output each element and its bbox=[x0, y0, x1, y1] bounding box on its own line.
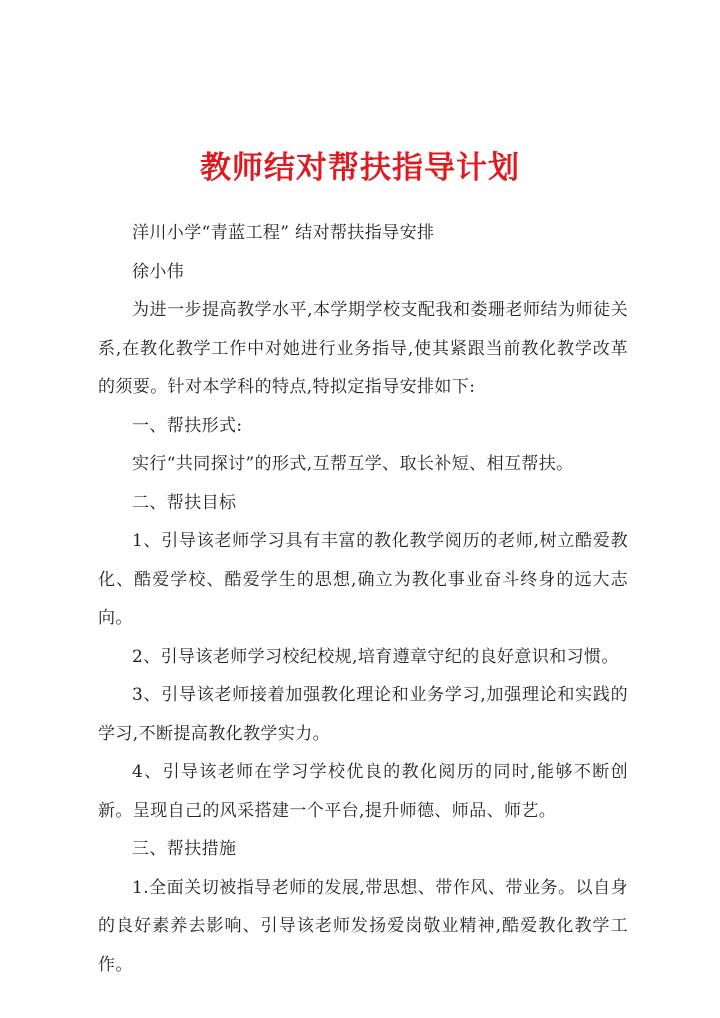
goal-item-3: 3、引导该老师接着加强教化理论和业务学习,加强理论和实践的学习,不断提高教化教学实力。 bbox=[98, 685, 628, 744]
subtitle-paragraph: 洋川小学“青蓝工程” 结对帮扶指导安排 bbox=[132, 223, 435, 243]
document-body bbox=[98, 214, 628, 984]
section-heading-measures: 三、帮扶措施 bbox=[132, 839, 237, 859]
goal-item-2: 2、引导该老师学习校纪校规,培育遵章守纪的良好意识和习惯。 bbox=[132, 646, 619, 667]
intro-paragraph: 为进一步提高教学水平,本学期学校支配我和娄珊老师结为师徒关系,在教化教学工作中对她进行业务指导,使其紧跟当前教化教学改革的须要。针对本学科的特点,特拟定指导安排如下: bbox=[98, 300, 628, 397]
goal-item-4: 4、引导该老师在学习学校优良的教化阅历的同时,能够不断创新。呈现自己的风采搭建一个平台,提升师德、师品、师艺。 bbox=[98, 762, 628, 821]
form-paragraph: 实行“共同探讨”的形式,互帮互学、取长补短、相互帮扶。 bbox=[132, 454, 574, 474]
measure-item-1: 1.全面关切被指导老师的发展,带思想、带作风、带业务。以自身的良好素养去影响、引导该老师发扬爱岗敬业精神,酷爱教化教学工作。 bbox=[98, 877, 628, 975]
goal-item-1: 1、引导该老师学习具有丰富的教化教学阅历的老师,树立酷爱教化、酷爱学校、酷爱学生的思想,确立为教化事业奋斗终身的远大志向。 bbox=[98, 531, 628, 628]
section-heading-form: 一、帮扶形式: bbox=[132, 415, 243, 436]
section-heading-goals: 二、帮扶目标 bbox=[132, 492, 237, 513]
document-title: 教师结对帮扶指导计划 bbox=[200, 150, 520, 186]
author-name: 徐小伟 bbox=[132, 261, 185, 282]
